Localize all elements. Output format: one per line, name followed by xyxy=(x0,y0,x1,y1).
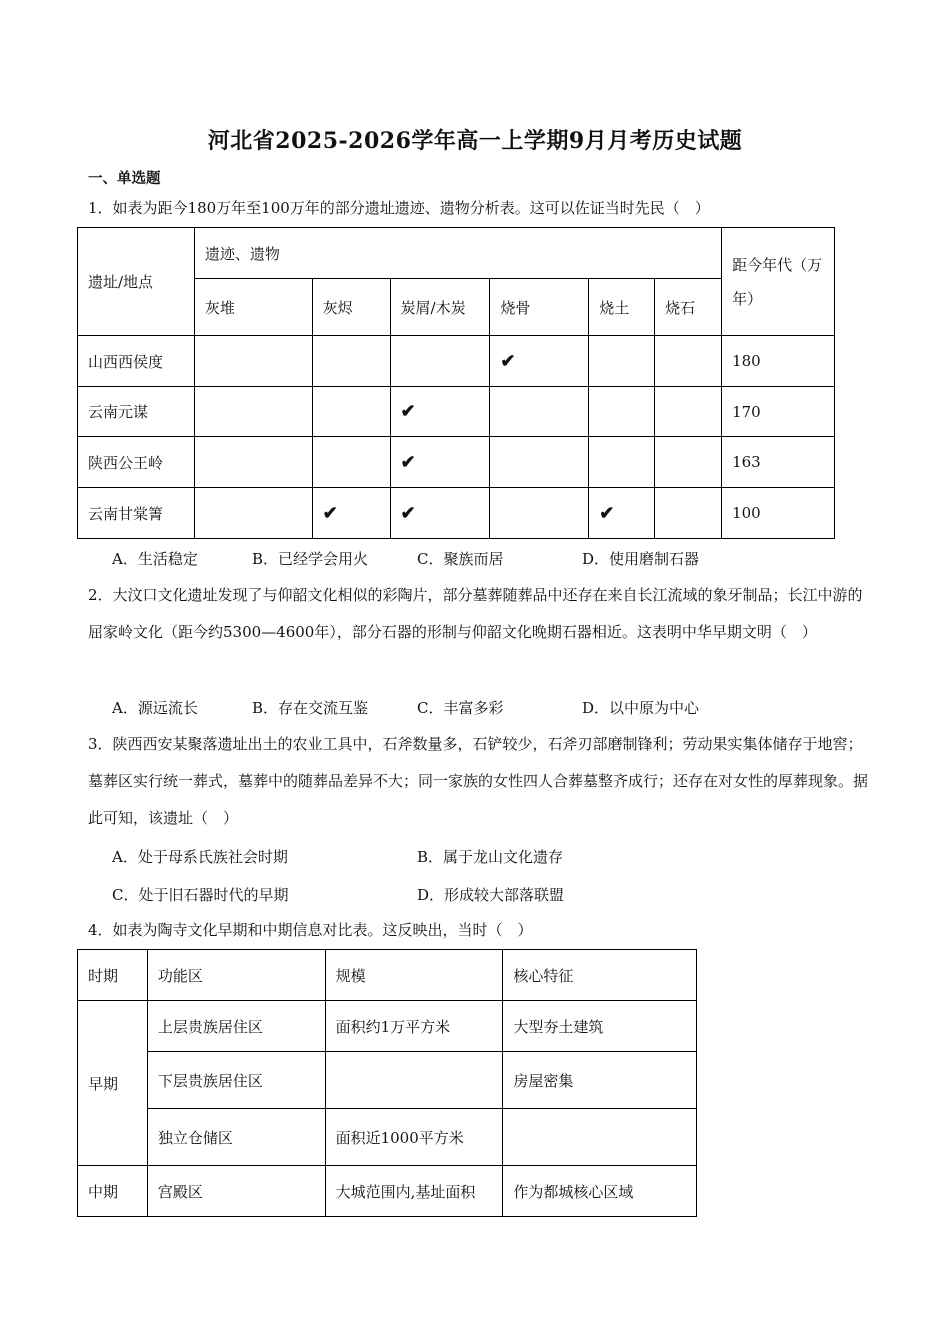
option-b[interactable]: B．存在交流互鉴 xyxy=(252,699,369,717)
age-cell: 163 xyxy=(722,437,835,488)
table-row xyxy=(78,437,835,488)
scale-cell: 面积近1000平方米 xyxy=(325,1109,503,1166)
header-age: 距今年代（万年） xyxy=(722,228,835,336)
question-1-table xyxy=(77,227,835,539)
feature-cell: 房屋密集 xyxy=(503,1052,697,1109)
sub-header: 烧石 xyxy=(655,279,722,336)
zone-cell: 下层贵族居住区 xyxy=(147,1052,325,1109)
option-a[interactable]: A．源远流长 xyxy=(112,699,198,717)
zone-cell: 独立仓储区 xyxy=(147,1109,325,1166)
option-c[interactable]: C．聚族而居 xyxy=(417,550,504,568)
table-row xyxy=(78,1001,697,1052)
header-feature: 核心特征 xyxy=(503,950,697,1001)
table-row xyxy=(78,488,835,539)
zone-cell: 上层贵族居住区 xyxy=(147,1001,325,1052)
sub-header: 灰烬 xyxy=(312,279,390,336)
option-a[interactable]: A．处于母系氏族社会时期 xyxy=(112,848,288,866)
page-title: 河北省2025-2026学年高一上学期9月月考历史试题 xyxy=(207,128,743,154)
sub-header: 炭屑/木炭 xyxy=(390,279,490,336)
question-2-stem: 2．大汶口文化遗址发现了与仰韶文化相似的彩陶片，部分墓葬随葬品中还存在来自长江流域的象牙制品；长江中游的屈家岭文化（距今约5300—4600年），部分石器的形制与仰韶文化晚期石器相近。这表明中华早期文明（ ） xyxy=(88,586,863,641)
option-d[interactable]: D．形成较大部落联盟 xyxy=(417,886,565,904)
option-c[interactable]: C．处于旧石器时代的早期 xyxy=(112,886,289,904)
feature-cell: 大型夯土建筑 xyxy=(503,1001,697,1052)
table-row xyxy=(78,1052,697,1109)
option-c[interactable]: C．丰富多彩 xyxy=(417,699,504,717)
header-period: 时期 xyxy=(78,950,148,1001)
section-heading: 一、单选题 xyxy=(88,170,161,187)
question-3-stem: 3．陕西西安某聚落遗址出土的农业工具中，石斧数量多，石铲较少，石斧刃部磨制锋利；劳动果实集体储存于地窖；墓葬区实行统一葬式，墓葬中的随葬品差异不大；同一家族的女性四人合葬墓整齐成行；还存在对女性的厚葬现象。据此可知，该遗址（ ） xyxy=(88,735,869,827)
check-icon: ✔ xyxy=(400,502,416,524)
header-zone: 功能区 xyxy=(147,950,325,1001)
scale-cell: 大城范围内,基址面积 xyxy=(325,1166,503,1217)
option-d[interactable]: D．使用磨制石器 xyxy=(582,550,700,568)
scale-cell xyxy=(325,1052,503,1109)
feature-cell xyxy=(503,1109,697,1166)
zone-cell: 宫殿区 xyxy=(147,1166,325,1217)
option-b[interactable]: B．属于龙山文化遗存 xyxy=(417,848,564,866)
age-cell: 100 xyxy=(722,488,835,539)
feature-cell: 作为都城核心区域 xyxy=(503,1166,697,1217)
table-row xyxy=(78,1109,697,1166)
sub-header: 烧土 xyxy=(589,279,655,336)
header-site: 遗址/地点 xyxy=(78,228,195,336)
header-relics: 遗迹、遗物 xyxy=(194,228,721,279)
site-cell: 云南元谋 xyxy=(78,387,195,437)
question-4-stem: 4．如表为陶寺文化早期和中期信息对比表。这反映出，当时（ ） xyxy=(88,921,533,939)
scale-cell: 面积约1万平方米 xyxy=(325,1001,503,1052)
site-cell: 陕西公王岭 xyxy=(78,437,195,488)
header-scale: 规模 xyxy=(325,950,503,1001)
option-d[interactable]: D．以中原为中心 xyxy=(582,699,700,717)
period-middle: 中期 xyxy=(78,1166,148,1217)
period-early: 早期 xyxy=(78,1001,148,1166)
check-icon: ✔ xyxy=(500,350,516,372)
check-icon: ✔ xyxy=(400,451,416,473)
table-row xyxy=(78,387,835,437)
table-row xyxy=(78,1166,697,1217)
option-a[interactable]: A．生活稳定 xyxy=(112,550,198,568)
site-cell: 云南甘棠箐 xyxy=(78,488,195,539)
check-icon: ✔ xyxy=(599,502,615,524)
question-1-stem: 1．如表为距今180万年至100万年的部分遗址遗迹、遗物分析表。这可以佐证当时先民（ ） xyxy=(88,199,710,217)
check-icon: ✔ xyxy=(400,401,416,422)
question-4-table xyxy=(77,949,697,1217)
site-cell: 山西西侯度 xyxy=(78,336,195,387)
age-cell: 170 xyxy=(722,387,835,437)
check-icon: ✔ xyxy=(322,502,338,524)
sub-header: 烧骨 xyxy=(490,279,589,336)
age-cell: 180 xyxy=(722,336,835,387)
sub-header: 灰堆 xyxy=(194,279,312,336)
option-b[interactable]: B．已经学会用火 xyxy=(252,550,369,568)
table-row xyxy=(78,336,835,387)
